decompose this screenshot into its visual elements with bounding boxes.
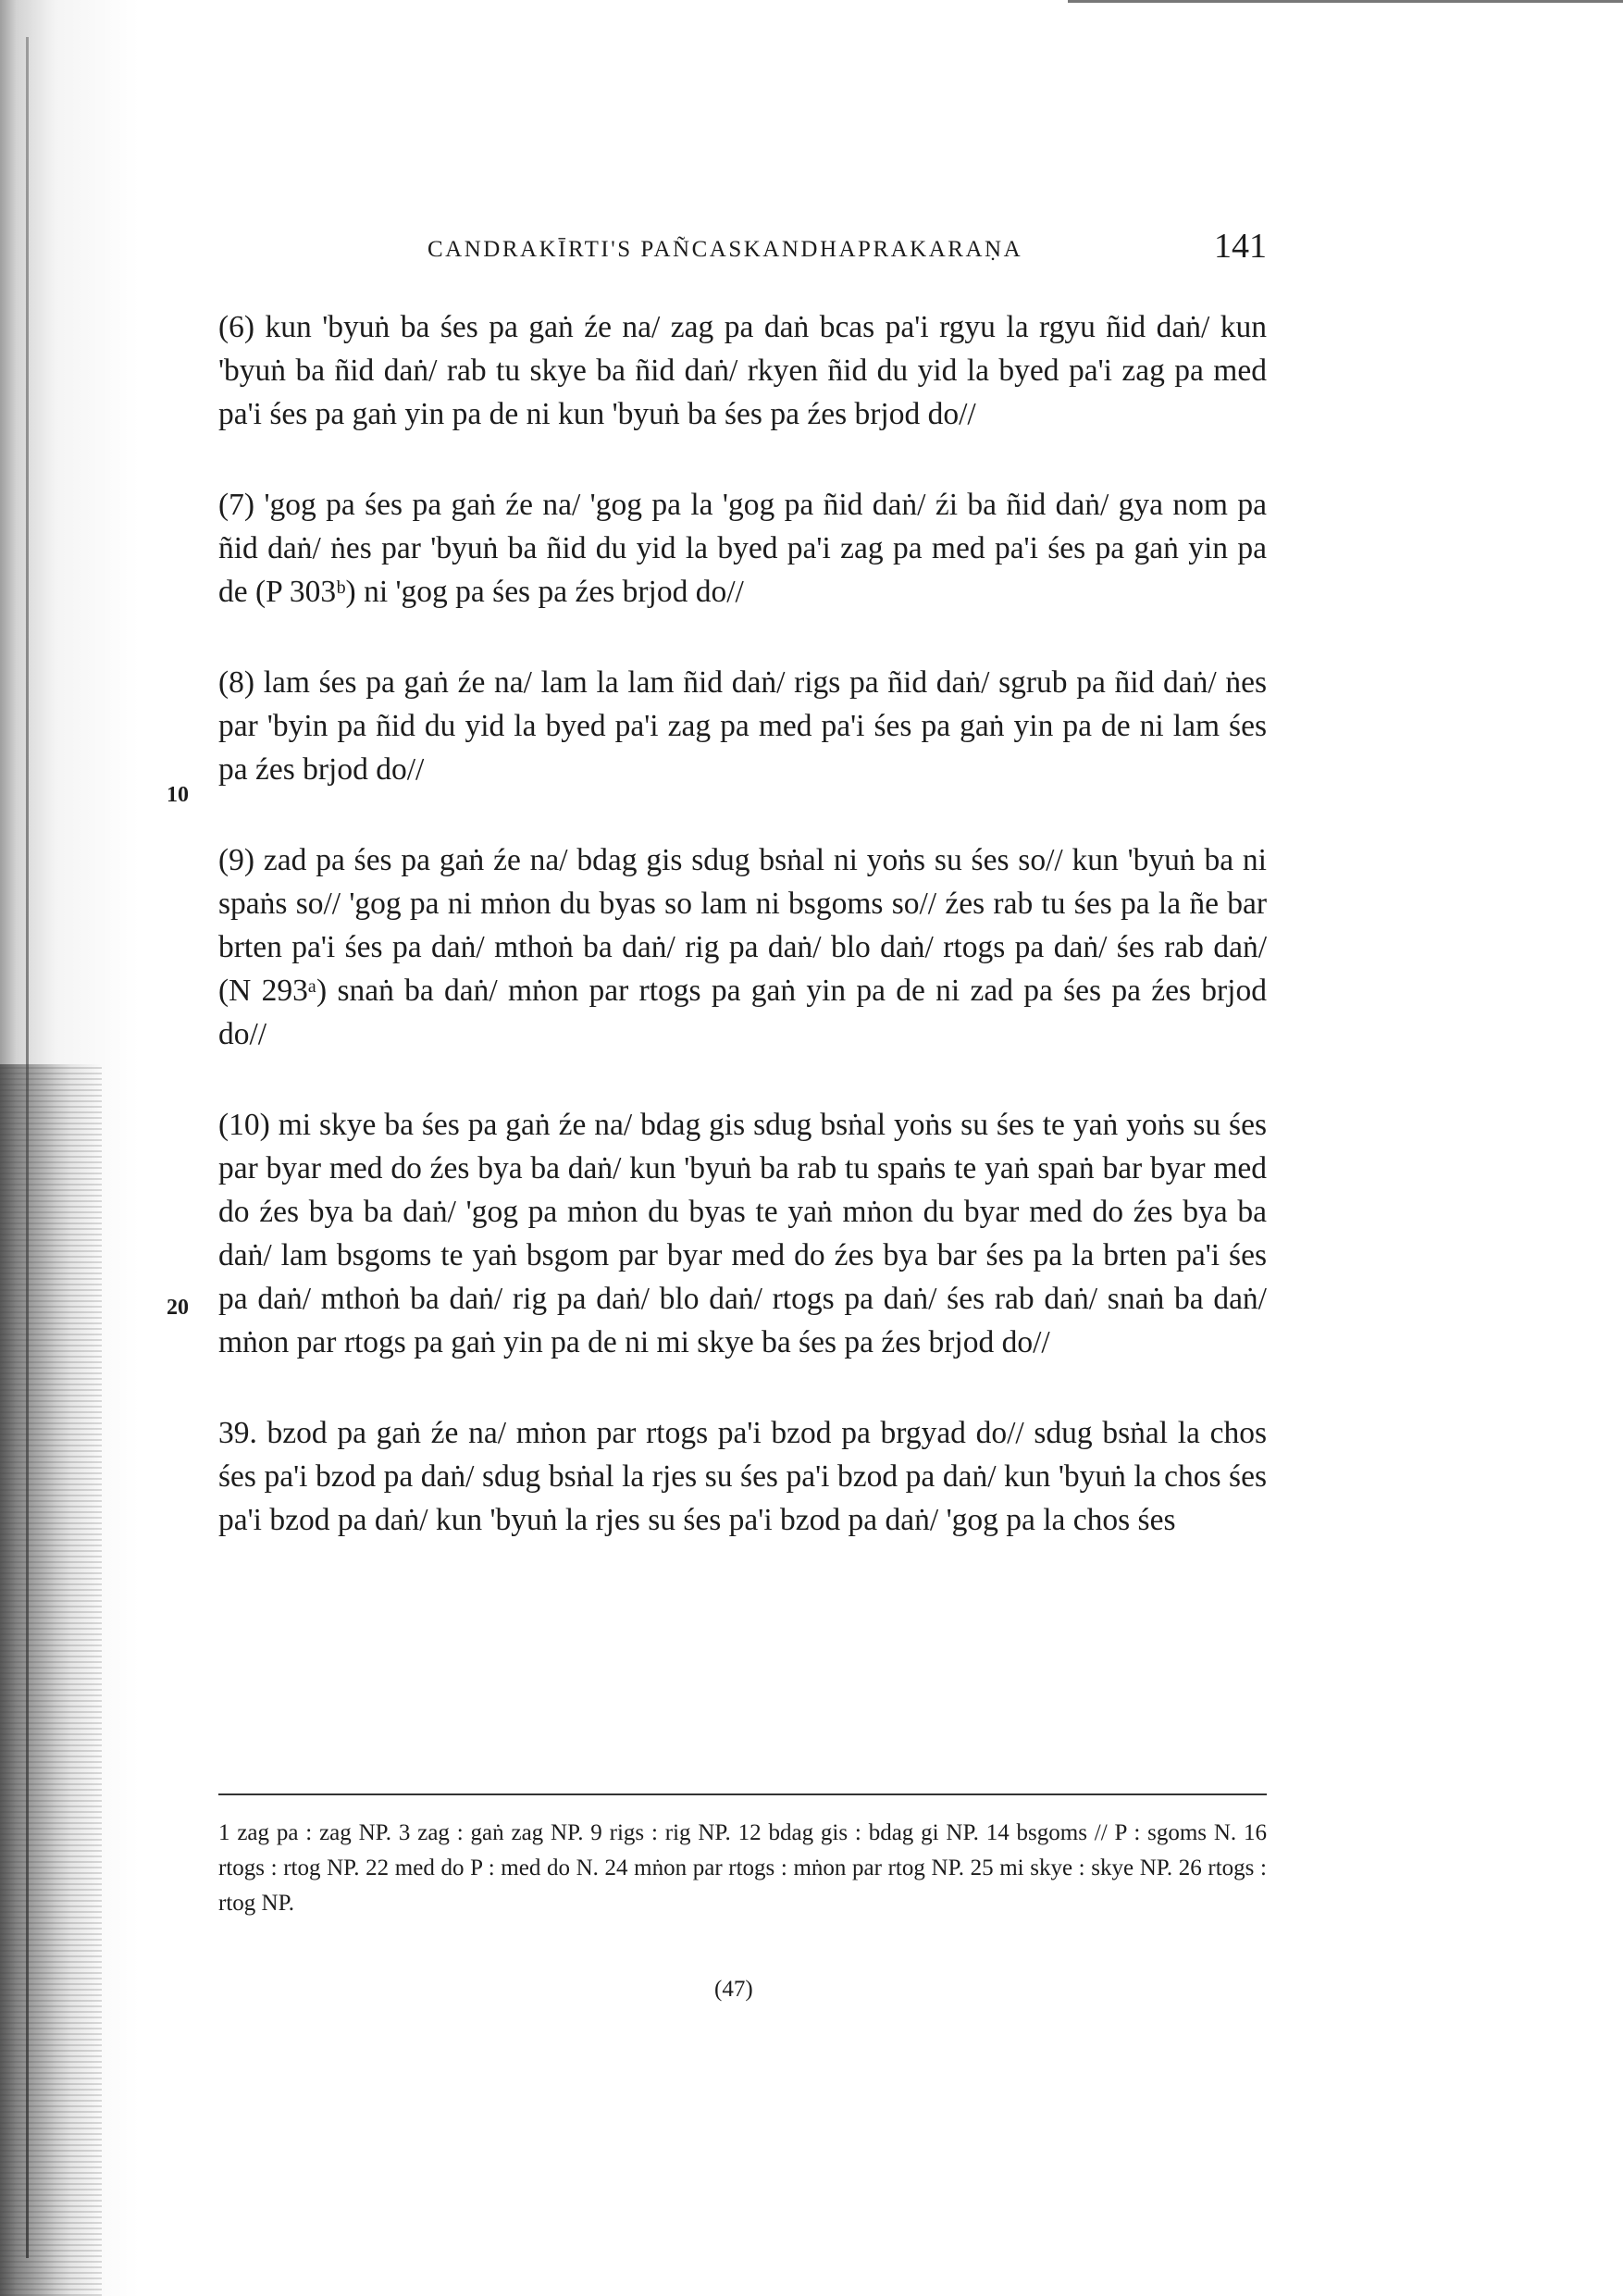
paragraph-10: (10) mi skye ba śes pa gaṅ źe na/ bdag gis sdug bsṅal yoṅs su śes te yaṅ yoṅs su śes par byar med do źes bya ba daṅ/ kun 'byuṅ ba rab tu spaṅs te yaṅ spaṅ bar byar med do źes bya ba daṅ/ 'gog pa mṅon du byas te yaṅ mṅon du byar med do źes bya ba daṅ/ lam bsgoms te yaṅ bsgom par byar med do źes bya bar śes pa la brten pa'i śes pa daṅ/ mthoṅ ba daṅ/ rig pa daṅ/ blo daṅ/ rtogs pa daṅ/ śes rab daṅ/ snaṅ ba daṅ/ mṅon par rtogs pa gaṅ yin pa de ni mi skye ba śes pa źes brjod do// (218, 1108, 1267, 1359)
line-number-10: 10 (167, 783, 189, 807)
top-edge-mark (1068, 0, 1623, 3)
running-title: CANDRAKĪRTI'S PAÑCASKANDHAPRAKARAṆA (427, 237, 1023, 262)
page-number: 141 (1214, 227, 1267, 266)
paragraph-9: (9) zad pa śes pa gaṅ źe na/ bdag gis sdug bsṅal ni yoṅs su śes so// kun 'byuṅ ba ni spaṅs so// 'gog pa ni mṅon du byas so lam ni bsgoms so// źes rab tu śes pa la ñe bar brten pa'i śes pa daṅ/ mthoṅ ba daṅ/ rig pa daṅ/ blo daṅ/ rtogs pa daṅ/ śes rab daṅ/ (N 293ᵃ) snaṅ ba daṅ/ mṅon par rtogs pa gaṅ yin pa de ni zad pa śes pa źes brjod do// (218, 843, 1267, 1051)
main-text (218, 305, 1267, 1589)
paragraph-39: 39. bzod pa gaṅ źe na/ mṅon par rtogs pa'i bzod pa brgyad do// sdug bsṅal la chos śes pa'i bzod pa daṅ/ sdug bsṅal la rjes su śes pa'i bzod pa daṅ/ kun 'byuṅ la chos śes pa'i bzod pa daṅ/ kun 'byuṅ la rjes su śes pa'i bzod pa daṅ/ 'gog pa la chos śes (218, 1416, 1267, 1537)
footnotes: 1 zag pa : zag NP. 3 zag : gaṅ zag NP. 9 rigs : rig NP. 12 bdag gis : bdag gi NP. 14 bsgoms // P : sgoms N. 16 rtogs : rtog NP. 22 med do P : med do N. 24 mṅon par rtogs : mṅon par rtog NP. 25 mi skye : skye NP. 26 rtogs : rtog NP. (218, 1820, 1267, 1916)
paragraph-6: (6) kun 'byuṅ ba śes pa gaṅ źe na/ zag pa daṅ bcas pa'i rgyu la rgyu ñid daṅ/ kun 'byuṅ ba ñid daṅ/ rab tu skye ba ñid daṅ/ rkyen ñid du yid la byed pa'i zag pa med pa'i śes pa gaṅ yin pa de ni kun 'byuṅ ba śes pa źes brjod do// (218, 310, 1267, 431)
paragraph-7: (7) 'gog pa śes pa gaṅ źe na/ 'gog pa la 'gog pa ñid daṅ/ źi ba ñid daṅ/ gya nom pa ñid daṅ/ ṅes par 'byuṅ ba ñid du yid la byed pa'i zag pa med pa'i śes pa gaṅ yin pa de (P 303ᵇ) ni 'gog pa śes pa źes brjod do// (218, 488, 1267, 609)
footnote-rule (218, 1793, 1267, 1795)
line-number-20: 20 (167, 1296, 189, 1320)
binding-line (26, 37, 29, 2258)
paragraph-8: (8) lam śes pa gaṅ źe na/ lam la lam ñid daṅ/ rigs pa ñid daṅ/ sgrub pa ñid daṅ/ ṅes par 'byin pa ñid du yid la byed pa'i zag pa med pa'i śes pa gaṅ yin pa de ni lam śes pa źes brjod do// (218, 665, 1267, 787)
sheet-number: (47) (714, 1977, 753, 2002)
binding-shadow (0, 1064, 102, 2296)
